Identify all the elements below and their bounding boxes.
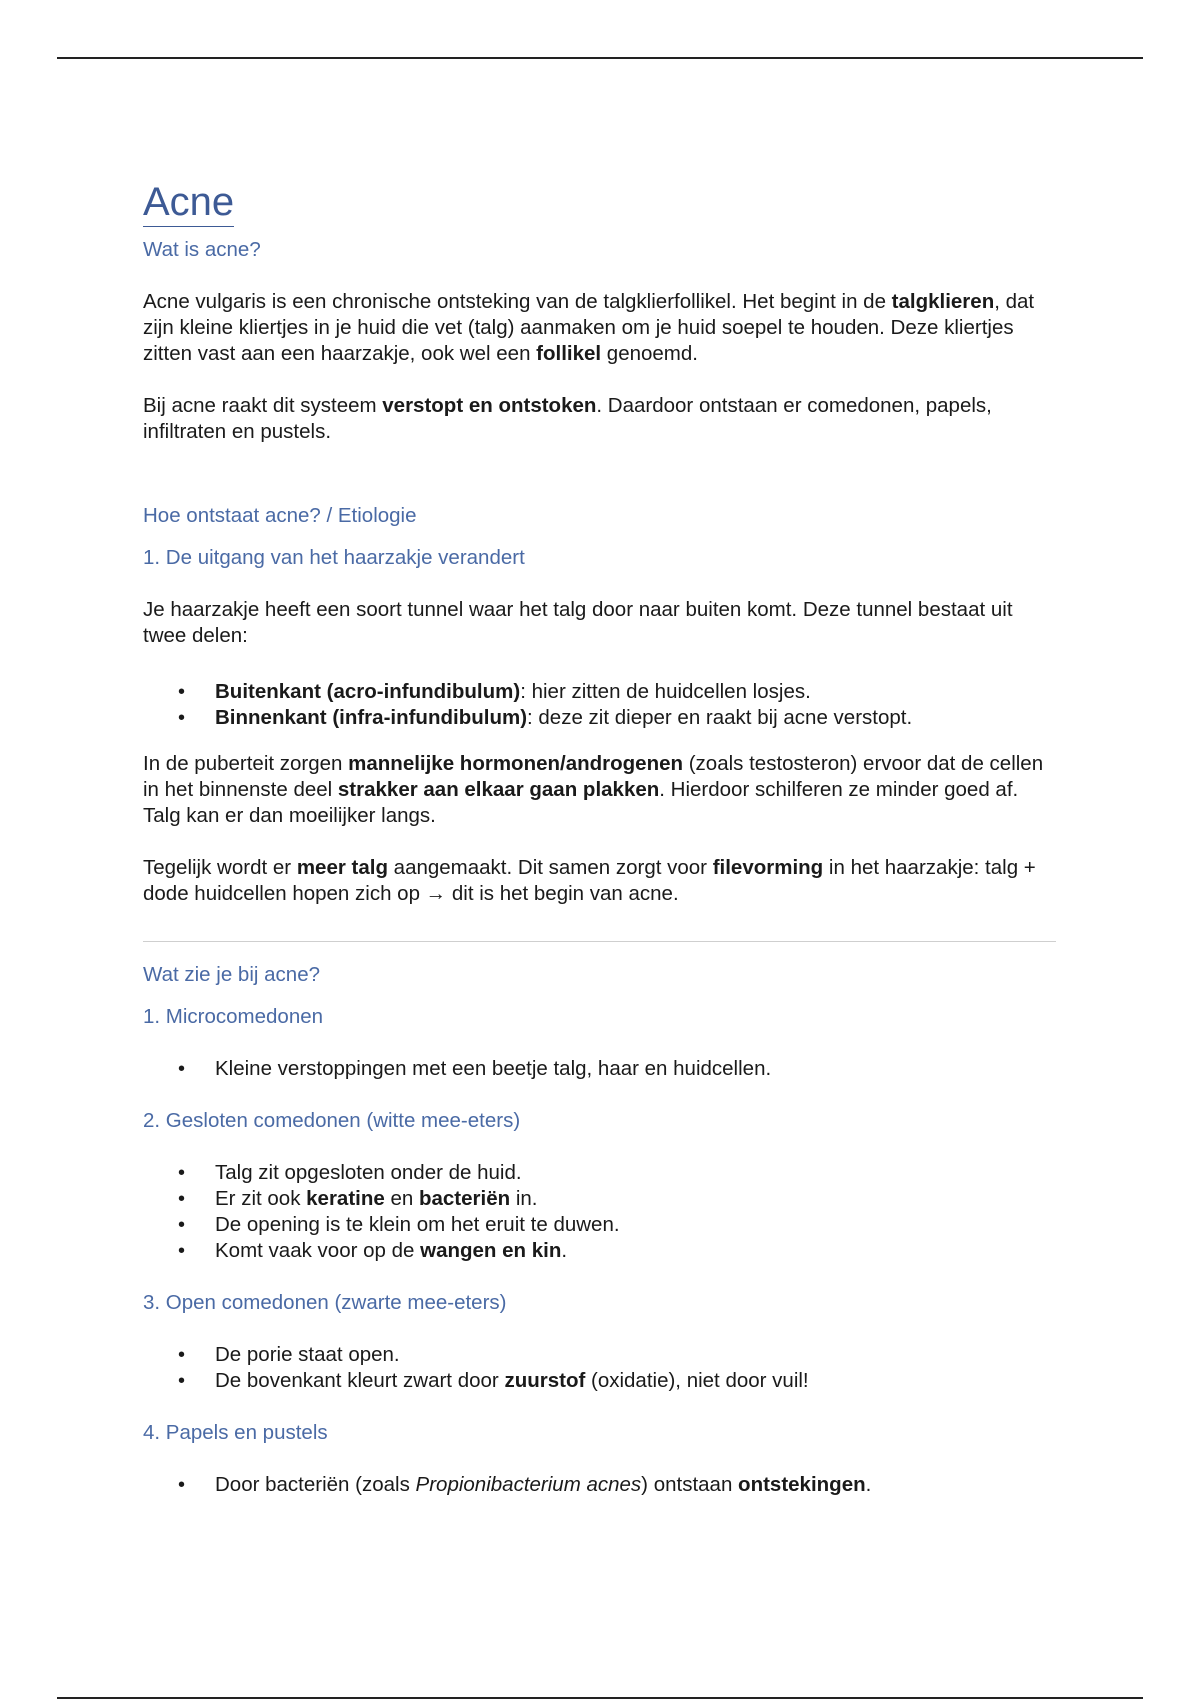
list-item: • De bovenkant kleurt zwart door zuurstof (oxidatie), niet door vuil! bbox=[143, 1368, 1058, 1394]
list-item: • Komt vaak voor op de wangen en kin. bbox=[143, 1238, 1058, 1264]
list-item: • De opening is te klein om het eruit te duwen. bbox=[143, 1212, 1058, 1238]
list-item: • Door bacteriën (zoals Propionibacterium acnes) ontstaan ontstekingen. bbox=[143, 1472, 1058, 1498]
etiology-paragraph-3: Tegelijk wordt er meer talg aangemaakt. Dit samen zorgt voor filevorming in het haarzakje: talg + dode huidcellen hopen zich op → dit is het begin van acne. bbox=[143, 856, 1036, 905]
subheading-follicle-exit: 1. De uitgang van het haarzakje verandert bbox=[143, 546, 525, 569]
page-footer-rule bbox=[57, 1697, 1143, 1699]
subheading-closed-comedones: 2. Gesloten comedonen (witte mee-eters) bbox=[143, 1109, 521, 1132]
open-comedones-list bbox=[143, 1342, 1058, 1394]
section-heading-what-is-acne: Wat is acne? bbox=[143, 238, 261, 261]
subheading-papules-pustules: 4. Papels en pustels bbox=[143, 1421, 328, 1444]
etiology-paragraph-1: Je haarzakje heeft een soort tunnel waar het talg door naar buiten komt. Deze tunnel bestaat uit twee delen: bbox=[143, 598, 1013, 647]
document-body bbox=[143, 178, 1058, 1498]
list-item: • Kleine verstoppingen met een beetje talg, haar en huidcellen. bbox=[143, 1056, 1058, 1082]
closed-comedones-list bbox=[143, 1160, 1058, 1264]
document-title: Acne bbox=[143, 178, 234, 227]
tunnel-parts-list bbox=[143, 679, 1058, 731]
microcomedones-list bbox=[143, 1056, 1058, 1082]
subheading-microcomedones: 1. Microcomedonen bbox=[143, 1005, 324, 1028]
etiology-paragraph-2: In de puberteit zorgen mannelijke hormonen/androgenen (zoals testosteron) ervoor dat de cellen in het binnenste deel strakker aan elkaar gaan plakken. Hierdoor schilferen ze minder goed af. Talg kan er dan moeilijker langs. bbox=[143, 752, 1044, 827]
section-heading-symptoms: Wat zie je bij acne? bbox=[143, 963, 320, 986]
list-item: • De porie staat open. bbox=[143, 1342, 1058, 1368]
list-item: • Buitenkant (acro-infundibulum): hier zitten de huidcellen losjes. bbox=[143, 679, 1058, 705]
page-header-rule bbox=[57, 57, 1143, 59]
intro-paragraph-1: Acne vulgaris is een chronische ontsteking van de talgklierfollikel. Het begint in de talgklieren, dat zijn kleine kliertjes in je huid die vet (talg) aanmaken om je huid soepel te houden. Deze kliertjes zitten vast aan een haarzakje, ook wel een follikel genoemd. bbox=[143, 290, 1035, 365]
intro-paragraph-2: Bij acne raakt dit systeem verstopt en ontstoken. Daardoor ontstaan er comedonen, papels, infiltraten en pustels. bbox=[143, 394, 992, 443]
list-item: • Talg zit opgesloten onder de huid. bbox=[143, 1160, 1058, 1186]
list-item: • Er zit ook keratine en bacteriën in. bbox=[143, 1186, 1058, 1212]
list-item: • Binnenkant (infra-infundibulum): deze zit dieper en raakt bij acne verstopt. bbox=[143, 705, 1058, 731]
papules-pustules-list bbox=[143, 1472, 1058, 1498]
subheading-open-comedones: 3. Open comedonen (zwarte mee-eters) bbox=[143, 1291, 507, 1314]
section-heading-etiology: Hoe ontstaat acne? / Etiologie bbox=[143, 504, 417, 527]
